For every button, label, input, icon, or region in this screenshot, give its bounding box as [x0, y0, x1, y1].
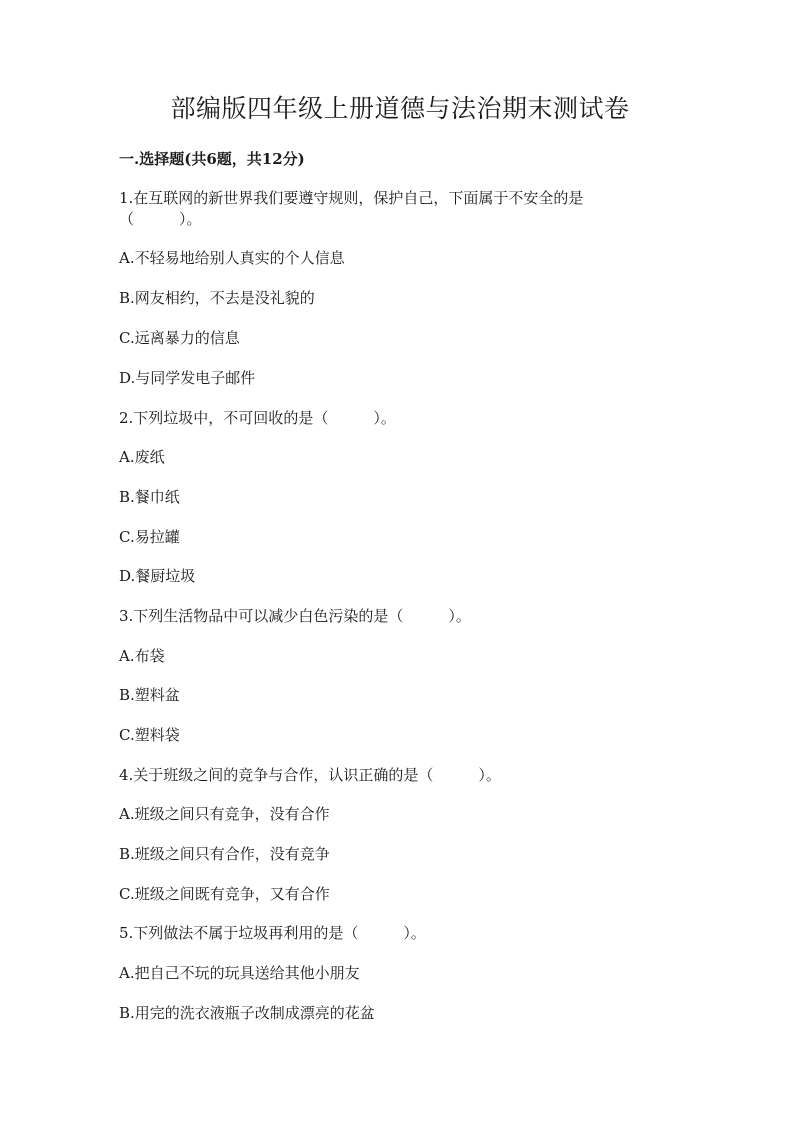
question-4-option-c: C.班级之间既有竞争，又有合作 — [119, 885, 330, 903]
question-1-stem-continued: （ ）。 — [119, 210, 202, 228]
question-4-stem: 4.关于班级之间的竞争与合作，认识正确的是（ ）。 — [119, 766, 501, 784]
question-4-option-b: B.班级之间只有合作，没有竞争 — [119, 845, 330, 863]
question-1-option-d: D.与同学发电子邮件 — [119, 369, 256, 387]
question-3-option-c: C.塑料袋 — [119, 726, 180, 744]
question-4-option-a: A.班级之间只有竞争，没有合作 — [119, 805, 330, 823]
question-5-option-b: B.用完的洗衣液瓶子改制成漂亮的花盆 — [119, 1004, 375, 1022]
question-1-option-a: A.不轻易地给别人真实的个人信息 — [119, 249, 345, 267]
question-3-option-b: B.塑料盆 — [119, 686, 180, 704]
question-5-option-a: A.把自己不玩的玩具送给其他小朋友 — [119, 964, 360, 982]
question-2-option-a: A.废纸 — [119, 448, 165, 466]
section-heading: 一.选择题(共6题，共12分) — [119, 150, 305, 168]
question-3-option-a: A.布袋 — [119, 647, 165, 665]
question-1-option-c: C.远离暴力的信息 — [119, 329, 240, 347]
question-2-option-c: C.易拉罐 — [119, 528, 180, 546]
question-1-stem: 1.在互联网的新世界我们要遵守规则，保护自己，下面属于不安全的是 — [119, 189, 584, 207]
question-1-option-b: B.网友相约，不去是没礼貌的 — [119, 289, 315, 307]
question-2-option-d: D.餐厨垃圾 — [119, 567, 196, 585]
question-2-stem: 2.下列垃圾中，不可回收的是（ ）。 — [119, 409, 396, 427]
page-title: 部编版四年级上册道德与法治期末测试卷 — [170, 94, 630, 123]
question-2-option-b: B.餐巾纸 — [119, 488, 180, 506]
question-5-stem: 5.下列做法不属于垃圾再利用的是（ ）。 — [119, 924, 426, 942]
question-3-stem: 3.下列生活物品中可以减少白色污染的是（ ）。 — [119, 607, 471, 625]
